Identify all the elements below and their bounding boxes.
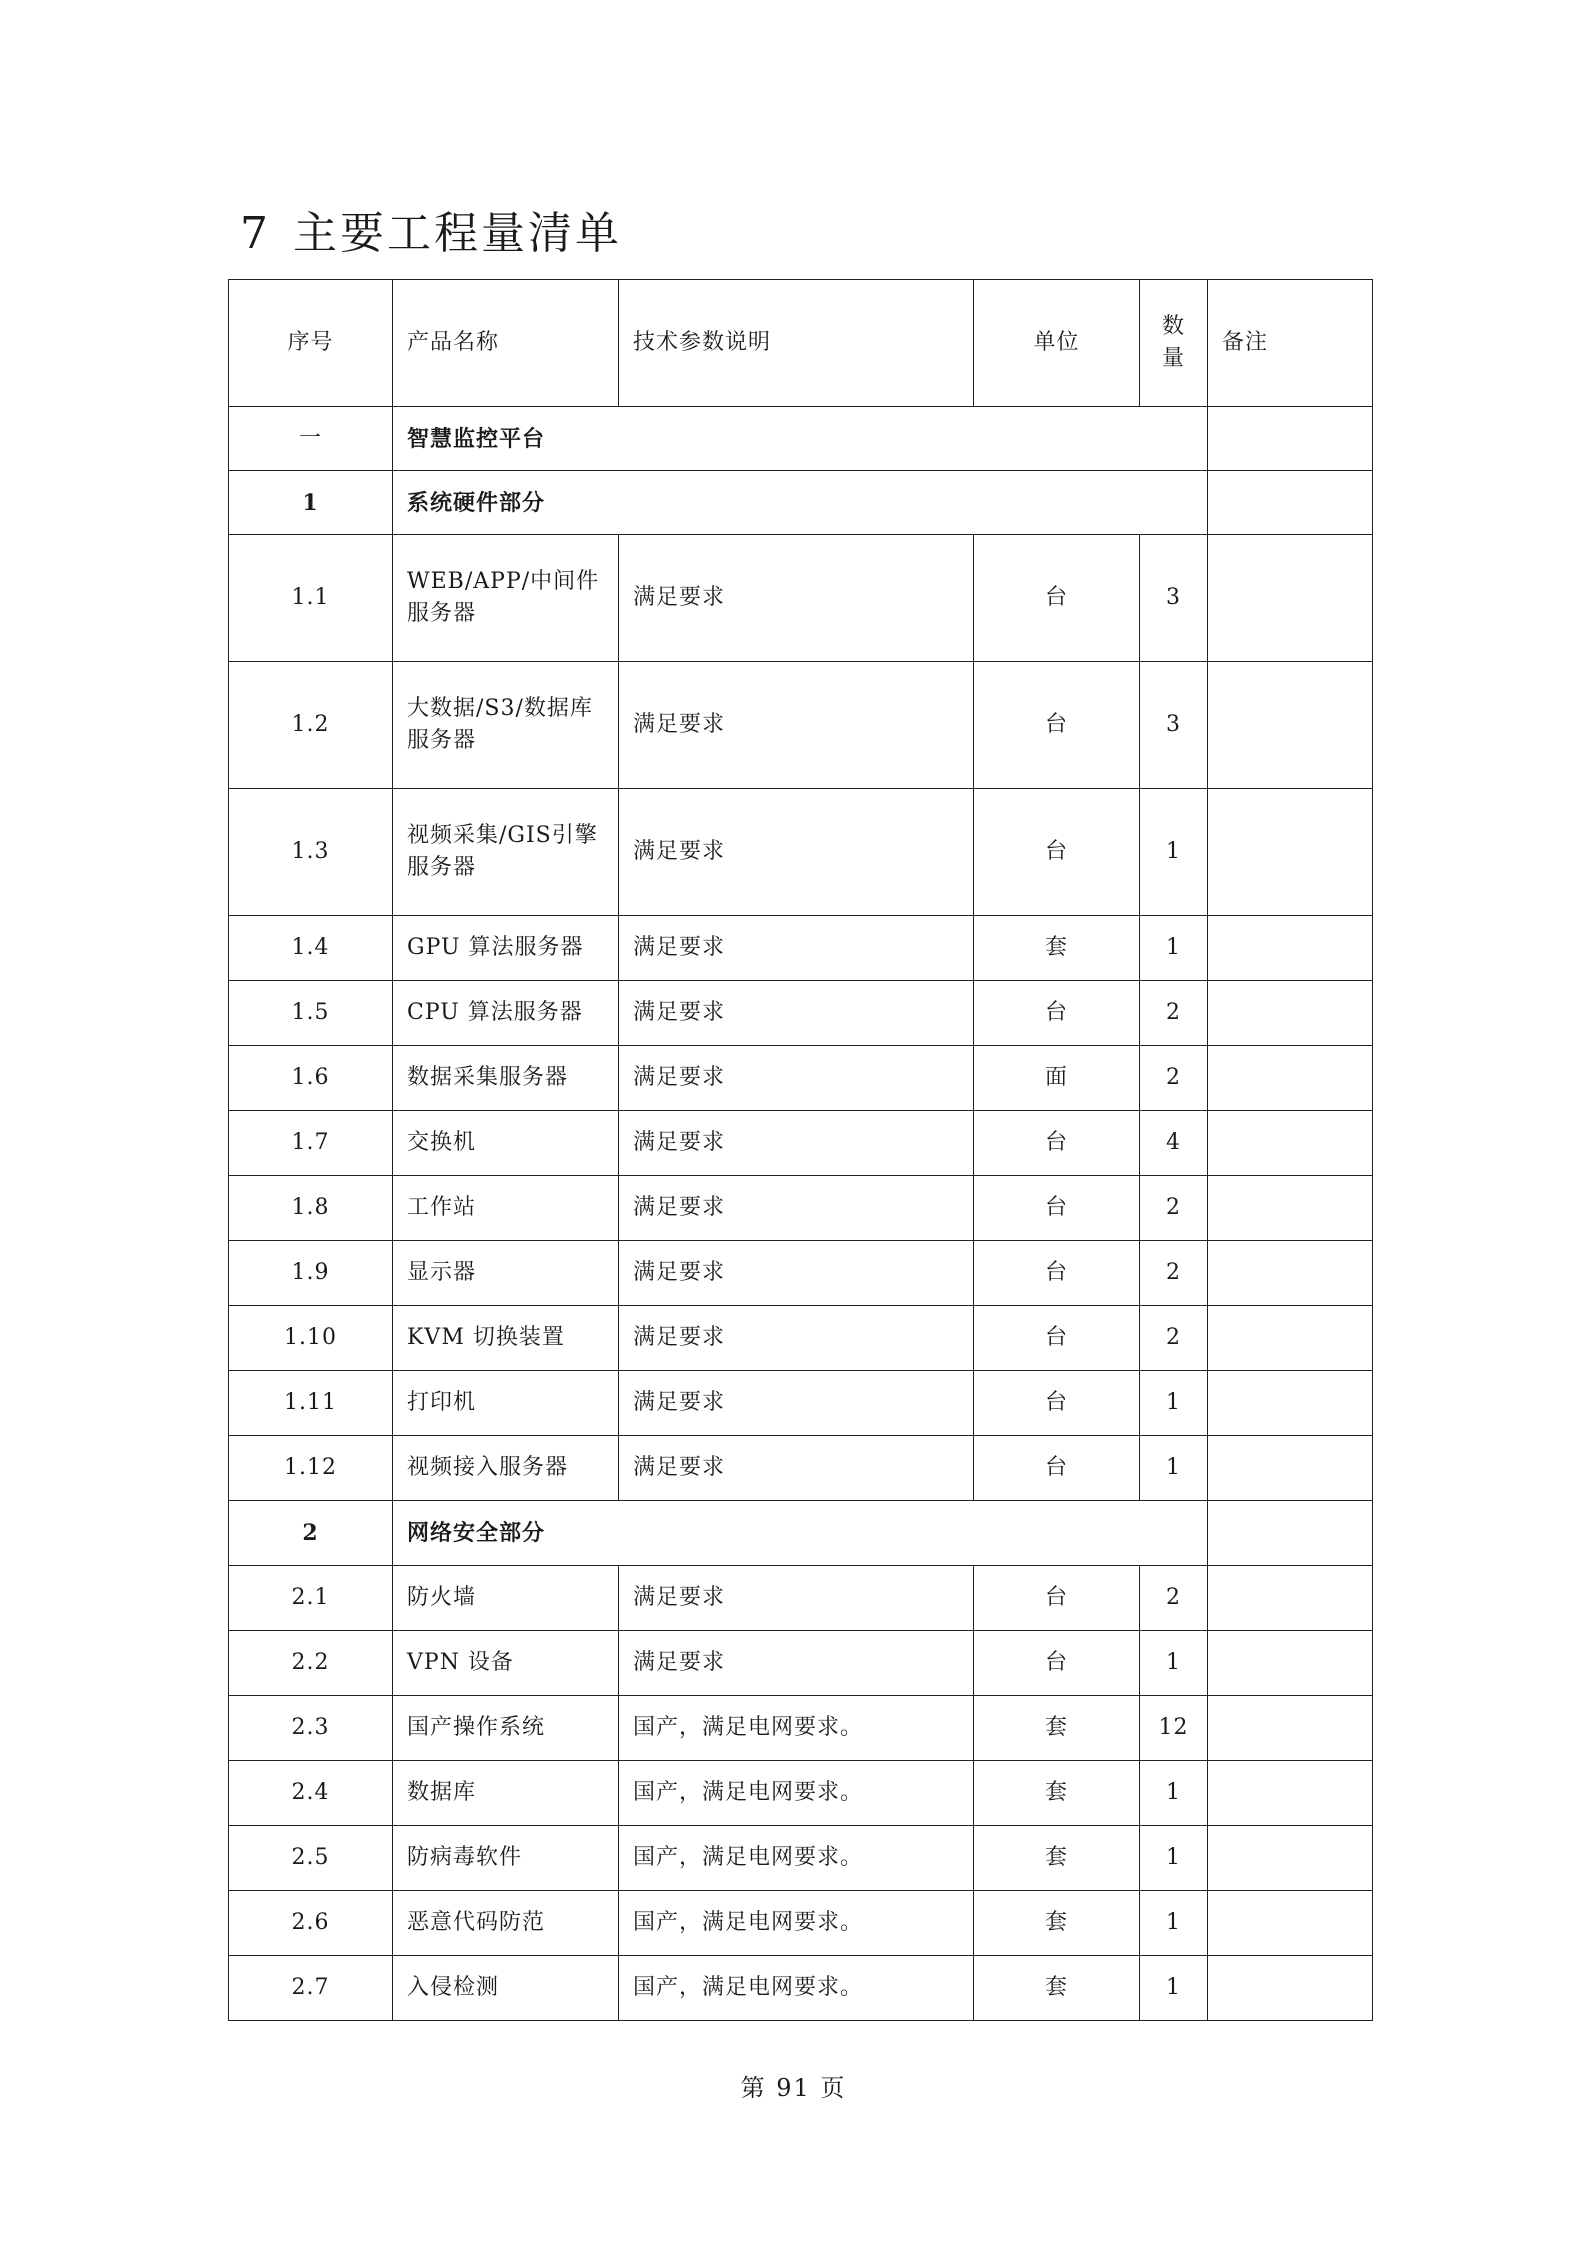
row-unit: 台 bbox=[974, 1436, 1140, 1501]
row-name: 防病毒软件 bbox=[393, 1826, 619, 1891]
row-seq: 2.7 bbox=[229, 1956, 393, 2021]
header-seq: 序号 bbox=[229, 280, 393, 407]
row-note bbox=[1208, 1891, 1373, 1956]
row-note bbox=[1208, 535, 1373, 662]
row-spec: 满足要求 bbox=[619, 1306, 974, 1371]
row-seq: 2.4 bbox=[229, 1761, 393, 1826]
row-seq: 1.5 bbox=[229, 981, 393, 1046]
row-qty: 1 bbox=[1140, 1956, 1208, 2021]
row-name: VPN 设备 bbox=[393, 1631, 619, 1696]
section-row bbox=[229, 1501, 1373, 1566]
table-row bbox=[229, 1696, 1373, 1761]
row-qty: 2 bbox=[1140, 1176, 1208, 1241]
table-row bbox=[229, 916, 1373, 981]
table-row bbox=[229, 1826, 1373, 1891]
row-seq: 2.6 bbox=[229, 1891, 393, 1956]
row-spec: 满足要求 bbox=[619, 1046, 974, 1111]
row-qty: 2 bbox=[1140, 1306, 1208, 1371]
row-qty: 1 bbox=[1140, 916, 1208, 981]
table-row bbox=[229, 1241, 1373, 1306]
section-note bbox=[1208, 471, 1373, 535]
row-seq: 1.3 bbox=[229, 789, 393, 916]
row-qty: 3 bbox=[1140, 535, 1208, 662]
row-note bbox=[1208, 662, 1373, 789]
row-name: 恶意代码防范 bbox=[393, 1891, 619, 1956]
row-seq: 1.2 bbox=[229, 662, 393, 789]
row-spec: 满足要求 bbox=[619, 981, 974, 1046]
row-unit: 台 bbox=[974, 1306, 1140, 1371]
row-name: 交换机 bbox=[393, 1111, 619, 1176]
row-note bbox=[1208, 1631, 1373, 1696]
row-qty: 12 bbox=[1140, 1696, 1208, 1761]
row-name: 国产操作系统 bbox=[393, 1696, 619, 1761]
row-spec: 国产，满足电网要求。 bbox=[619, 1891, 974, 1956]
row-qty: 2 bbox=[1140, 1046, 1208, 1111]
row-seq: 1.12 bbox=[229, 1436, 393, 1501]
row-note bbox=[1208, 1566, 1373, 1631]
row-seq: 2.1 bbox=[229, 1566, 393, 1631]
header-unit: 单位 bbox=[974, 280, 1140, 407]
row-qty: 3 bbox=[1140, 662, 1208, 789]
row-spec: 满足要求 bbox=[619, 1111, 974, 1176]
row-seq: 2.2 bbox=[229, 1631, 393, 1696]
header-qty bbox=[1140, 280, 1208, 407]
row-unit: 台 bbox=[974, 1566, 1140, 1631]
row-qty: 1 bbox=[1140, 1761, 1208, 1826]
row-unit: 台 bbox=[974, 981, 1140, 1046]
row-spec: 满足要求 bbox=[619, 916, 974, 981]
header-name: 产品名称 bbox=[393, 280, 619, 407]
row-unit: 台 bbox=[974, 1631, 1140, 1696]
row-note bbox=[1208, 789, 1373, 916]
row-unit: 台 bbox=[974, 1241, 1140, 1306]
row-note bbox=[1208, 1176, 1373, 1241]
row-unit: 套 bbox=[974, 916, 1140, 981]
row-qty: 2 bbox=[1140, 981, 1208, 1046]
row-qty: 1 bbox=[1140, 1436, 1208, 1501]
row-spec: 满足要求 bbox=[619, 1176, 974, 1241]
section-note bbox=[1208, 407, 1373, 471]
section-label: 网络安全部分 bbox=[393, 1501, 1208, 1566]
row-name: 视频采集/GIS引擎服务器 bbox=[393, 789, 619, 916]
header-qty-line2: 量 bbox=[1161, 346, 1185, 371]
row-unit: 套 bbox=[974, 1826, 1140, 1891]
row-qty: 2 bbox=[1140, 1241, 1208, 1306]
row-note bbox=[1208, 1306, 1373, 1371]
row-name: GPU 算法服务器 bbox=[393, 916, 619, 981]
row-unit: 台 bbox=[974, 1176, 1140, 1241]
row-name: 视频接入服务器 bbox=[393, 1436, 619, 1501]
row-unit: 台 bbox=[974, 1371, 1140, 1436]
section-note bbox=[1208, 1501, 1373, 1566]
row-name: 数据采集服务器 bbox=[393, 1046, 619, 1111]
row-note bbox=[1208, 916, 1373, 981]
row-note bbox=[1208, 1696, 1373, 1761]
row-qty: 4 bbox=[1140, 1111, 1208, 1176]
row-qty: 2 bbox=[1140, 1566, 1208, 1631]
row-seq: 1.10 bbox=[229, 1306, 393, 1371]
table-row bbox=[229, 1761, 1373, 1826]
header-spec: 技术参数说明 bbox=[619, 280, 974, 407]
section-title bbox=[240, 204, 622, 264]
row-spec: 满足要求 bbox=[619, 662, 974, 789]
row-seq: 2.3 bbox=[229, 1696, 393, 1761]
header-qty-line1: 数 bbox=[1161, 314, 1185, 339]
row-qty: 1 bbox=[1140, 1891, 1208, 1956]
row-note bbox=[1208, 1241, 1373, 1306]
row-name: KVM 切换装置 bbox=[393, 1306, 619, 1371]
row-unit: 面 bbox=[974, 1046, 1140, 1111]
row-unit: 台 bbox=[974, 789, 1140, 916]
section-seq: 1 bbox=[229, 471, 393, 535]
row-unit: 套 bbox=[974, 1696, 1140, 1761]
row-spec: 满足要求 bbox=[619, 789, 974, 916]
header-note: 备注 bbox=[1208, 280, 1373, 407]
row-name: WEB/APP/中间件服务器 bbox=[393, 535, 619, 662]
row-spec: 国产，满足电网要求。 bbox=[619, 1696, 974, 1761]
row-spec: 满足要求 bbox=[619, 535, 974, 662]
row-note bbox=[1208, 1111, 1373, 1176]
row-name: 工作站 bbox=[393, 1176, 619, 1241]
row-note bbox=[1208, 1826, 1373, 1891]
table-header-row bbox=[229, 280, 1373, 407]
row-note bbox=[1208, 1371, 1373, 1436]
row-spec: 满足要求 bbox=[619, 1371, 974, 1436]
section-row bbox=[229, 407, 1373, 471]
row-unit: 台 bbox=[974, 662, 1140, 789]
table-row bbox=[229, 1046, 1373, 1111]
row-spec: 满足要求 bbox=[619, 1436, 974, 1501]
row-spec: 国产，满足电网要求。 bbox=[619, 1956, 974, 2021]
table-row bbox=[229, 1891, 1373, 1956]
row-name: 入侵检测 bbox=[393, 1956, 619, 2021]
page-number: 第 91 页 bbox=[740, 2074, 847, 2102]
row-note bbox=[1208, 1436, 1373, 1501]
section-row bbox=[229, 471, 1373, 535]
row-seq: 1.4 bbox=[229, 916, 393, 981]
section-label: 智慧监控平台 bbox=[393, 407, 1208, 471]
row-unit: 台 bbox=[974, 1111, 1140, 1176]
row-spec: 国产，满足电网要求。 bbox=[619, 1826, 974, 1891]
table-row bbox=[229, 789, 1373, 916]
row-qty: 1 bbox=[1140, 1371, 1208, 1436]
row-name: CPU 算法服务器 bbox=[393, 981, 619, 1046]
section-label: 系统硬件部分 bbox=[393, 471, 1208, 535]
row-seq: 2.5 bbox=[229, 1826, 393, 1891]
row-name: 打印机 bbox=[393, 1371, 619, 1436]
row-unit: 套 bbox=[974, 1956, 1140, 2021]
row-seq: 1.1 bbox=[229, 535, 393, 662]
row-note bbox=[1208, 1956, 1373, 2021]
row-spec: 满足要求 bbox=[619, 1241, 974, 1306]
row-name: 数据库 bbox=[393, 1761, 619, 1826]
row-seq: 1.8 bbox=[229, 1176, 393, 1241]
table-row bbox=[229, 1566, 1373, 1631]
table-row bbox=[229, 535, 1373, 662]
row-qty: 1 bbox=[1140, 1631, 1208, 1696]
row-name: 防火墙 bbox=[393, 1566, 619, 1631]
row-seq: 1.11 bbox=[229, 1371, 393, 1436]
row-name: 显示器 bbox=[393, 1241, 619, 1306]
table-row bbox=[229, 1306, 1373, 1371]
row-note bbox=[1208, 1761, 1373, 1826]
section-heading: 主要工程量清单 bbox=[293, 208, 622, 259]
table-row bbox=[229, 981, 1373, 1046]
row-qty: 1 bbox=[1140, 1826, 1208, 1891]
row-name: 大数据/S3/数据库服务器 bbox=[393, 662, 619, 789]
bill-of-quantities-table bbox=[228, 279, 1373, 2021]
row-spec: 满足要求 bbox=[619, 1631, 974, 1696]
table-row bbox=[229, 1371, 1373, 1436]
table-row bbox=[229, 1111, 1373, 1176]
table-row bbox=[229, 1631, 1373, 1696]
section-seq: 一 bbox=[229, 407, 393, 471]
table-row bbox=[229, 1436, 1373, 1501]
section-seq: 2 bbox=[229, 1501, 393, 1566]
row-seq: 1.9 bbox=[229, 1241, 393, 1306]
row-unit: 台 bbox=[974, 535, 1140, 662]
row-seq: 1.7 bbox=[229, 1111, 393, 1176]
row-unit: 套 bbox=[974, 1891, 1140, 1956]
row-seq: 1.6 bbox=[229, 1046, 393, 1111]
row-spec: 满足要求 bbox=[619, 1566, 974, 1631]
table-row bbox=[229, 1956, 1373, 2021]
row-spec: 国产，满足电网要求。 bbox=[619, 1761, 974, 1826]
row-note bbox=[1208, 981, 1373, 1046]
row-note bbox=[1208, 1046, 1373, 1111]
section-number: 7 bbox=[240, 208, 271, 259]
table-row bbox=[229, 662, 1373, 789]
row-qty: 1 bbox=[1140, 789, 1208, 916]
row-unit: 套 bbox=[974, 1761, 1140, 1826]
table-row bbox=[229, 1176, 1373, 1241]
